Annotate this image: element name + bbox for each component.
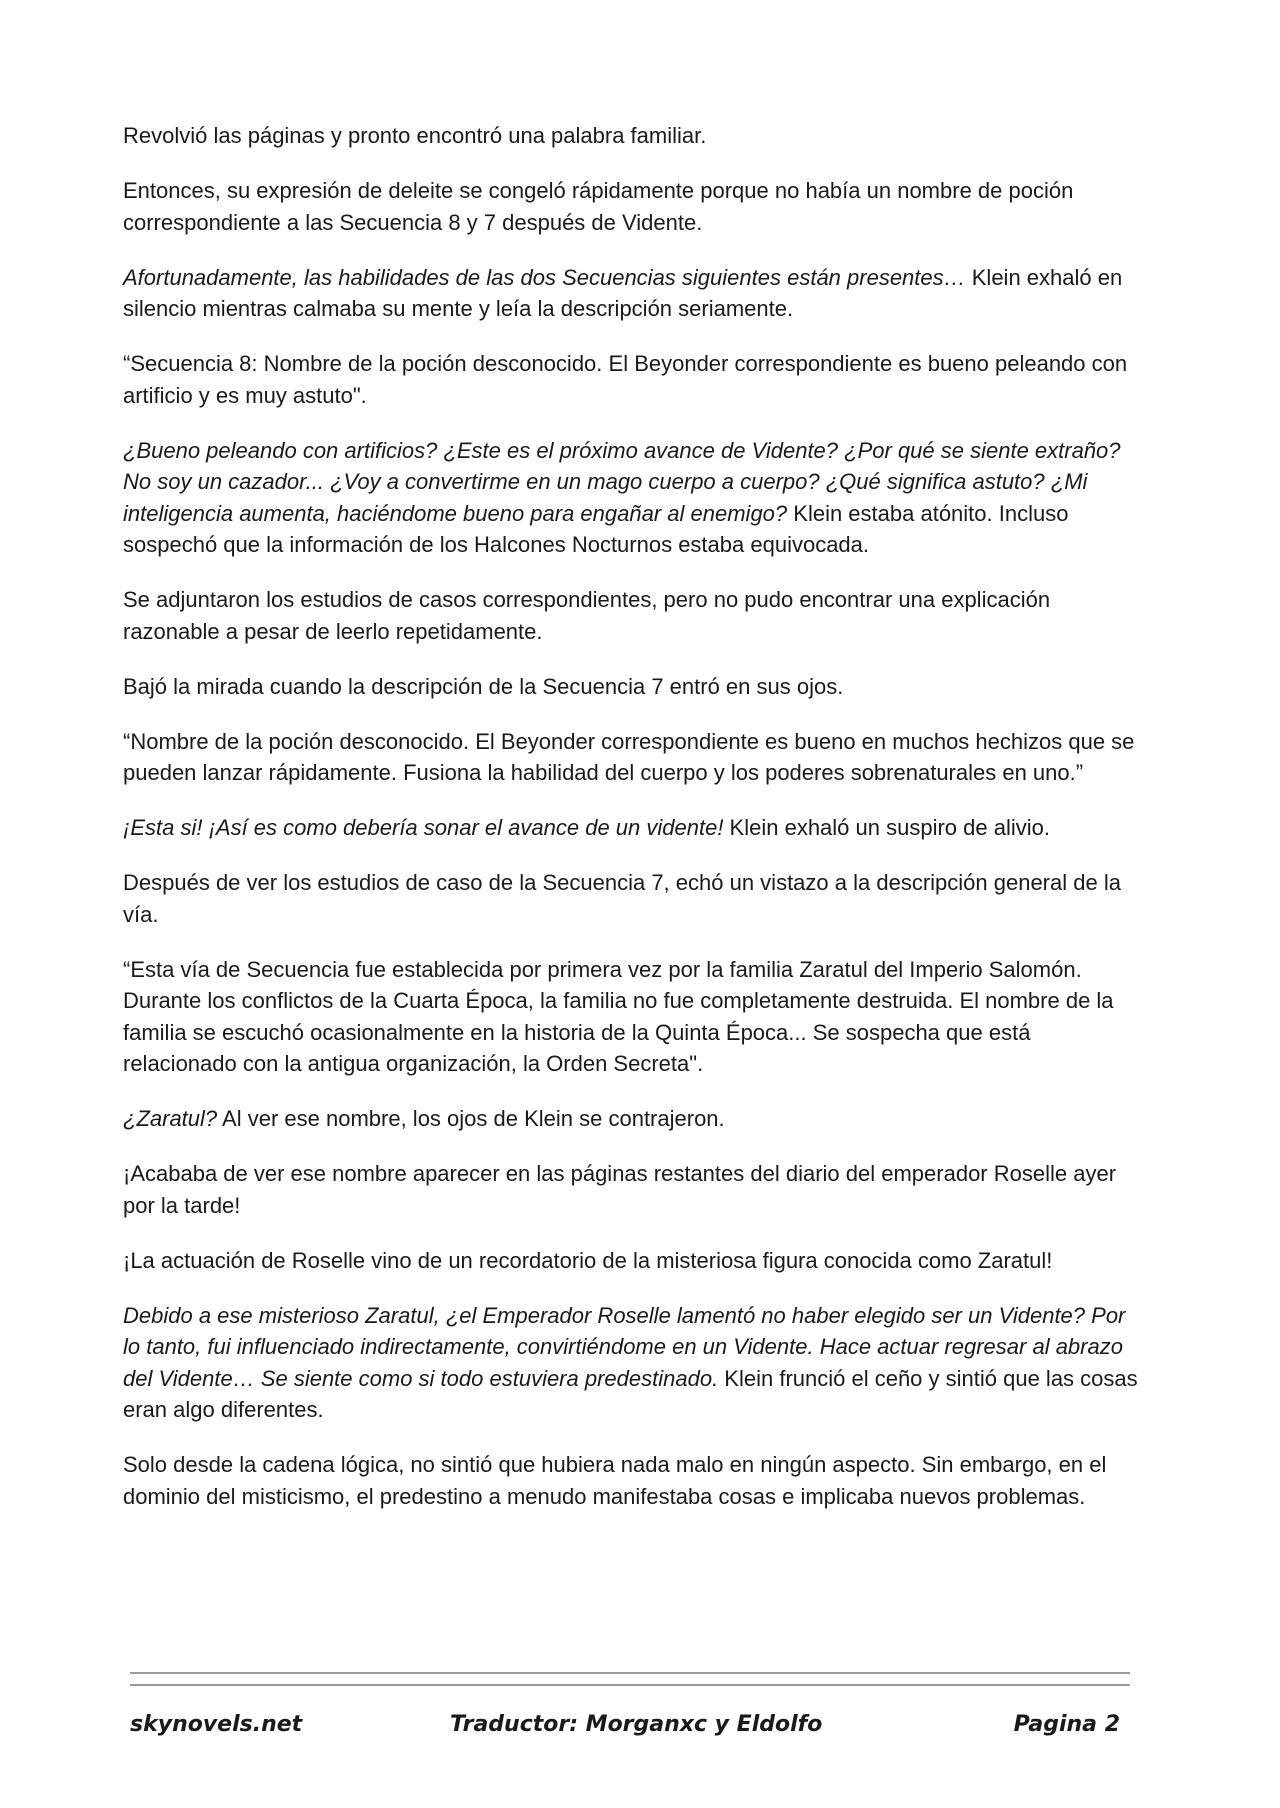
text-run: Después de ver los estudios de caso de la Secuencia 7, echó un vistazo a la descripción general de la vía. bbox=[123, 870, 1121, 927]
footer-translator: Traductor: Morganxc y Eldolfo bbox=[450, 1712, 823, 1737]
paragraph bbox=[123, 1449, 1143, 1512]
footer-page-number: Pagina 2 bbox=[1013, 1712, 1120, 1737]
paragraph bbox=[123, 175, 1143, 238]
paragraph bbox=[123, 1158, 1143, 1221]
paragraph bbox=[123, 348, 1143, 411]
paragraph bbox=[123, 1300, 1143, 1426]
paragraph bbox=[123, 120, 1143, 152]
text-run: “Nombre de la poción desconocido. El Beyonder correspondiente es bueno en muchos hechizos que se pueden lanzar rápidamente. Fusiona la habilidad del cuerpo y los poderes sobrenaturales en uno.” bbox=[123, 728, 1135, 785]
paragraph bbox=[123, 1245, 1143, 1277]
paragraph bbox=[123, 726, 1143, 789]
page-footer bbox=[130, 1712, 1130, 1752]
paragraph bbox=[123, 671, 1143, 703]
text-run: Solo desde la cadena lógica, no sintió que hubiera nada malo en ningún aspecto. Sin embargo, en el dominio del misticismo, el predestino a menudo manifestaba cosas e implicaba nuevos problemas. bbox=[123, 1452, 1107, 1509]
italic-text-run: ¿Bueno peleando con artificios? ¿Este es el próximo avance de Vidente? ¿Por qué se siente extraño? No soy un cazador... ¿Voy a convertirme en un mago cuerpo a cuerpo? ¿Qué significa astuto? ¿Mi inteligencia aumenta, haciéndome bueno para engañar al enemigo? bbox=[123, 437, 1121, 526]
italic-text-run: Afortunadamente, las habilidades de las dos Secuencias siguientes están presentes… bbox=[123, 264, 966, 290]
paragraph bbox=[123, 584, 1143, 647]
text-run: Bajó la mirada cuando la descripción de la Secuencia 7 entró en sus ojos. bbox=[123, 673, 844, 699]
paragraph bbox=[123, 262, 1143, 325]
italic-text-run: Debido a ese misterioso Zaratul, ¿el Emperador Roselle lamentó no haber elegido ser un Vidente? Por lo tanto, fui influenciado indirectamente, convirtiéndome en un Vidente. Hace actuar regresar al abrazo del Vidente… Se siente como si todo estuviera predestinado. bbox=[123, 1302, 1126, 1391]
text-run: Klein frunció el ceño y sintió que las cosas eran algo diferentes. bbox=[123, 1365, 1138, 1422]
paragraph bbox=[123, 435, 1143, 561]
text-run: ¡Acababa de ver ese nombre aparecer en las páginas restantes del diario del emperador Roselle ayer por la tarde! bbox=[123, 1161, 1117, 1218]
paragraph bbox=[123, 1103, 1143, 1135]
text-run: Klein estaba atónito. Incluso sospechó que la información de los Halcones Nocturnos estaba equivocada. bbox=[123, 500, 1069, 557]
italic-text-run: ¡Esta si! ¡Así es como debería sonar el avance de un vidente! bbox=[123, 815, 724, 840]
text-run: Klein exhaló un suspiro de alivio. bbox=[723, 815, 1050, 840]
text-run: Al ver ese nombre, los ojos de Klein se contrajeron. bbox=[217, 1106, 725, 1131]
paragraph bbox=[123, 812, 1143, 844]
paragraph bbox=[123, 867, 1143, 930]
text-run: ¡La actuación de Roselle vino de un recordatorio de la misteriosa figura conocida como Zaratul! bbox=[123, 1247, 1053, 1273]
text-run: Se adjuntaron los estudios de casos correspondientes, pero no pudo encontrar una explicación razonable a pesar de leerlo repetidamente. bbox=[123, 587, 1051, 644]
footer-rule-bottom bbox=[130, 1684, 1130, 1686]
text-run: “Esta vía de Secuencia fue establecida por primera vez por la familia Zaratul del Imperio Salomón. Durante los conflictos de la Cuarta Época, la familia no fue completamente destruida. El nombre de la familia se escuchó ocasionalmente en la historia de la Quinta Época... Se sospecha que está relacionado con la antigua organización, la Orden Secreta". bbox=[123, 956, 1114, 1076]
text-run: Entonces, su expresión de deleite se congeló rápidamente porque no había un nombre de poción correspondiente a las Secuencia 8 y 7 después de Vidente. bbox=[123, 178, 1074, 235]
text-run: “Secuencia 8: Nombre de la poción desconocido. El Beyonder correspondiente es bueno peleando con artificio y es muy astuto". bbox=[123, 351, 1128, 408]
footer-rule-top bbox=[130, 1672, 1130, 1674]
text-run: Klein exhaló en silencio mientras calmaba su mente y leía la descripción seriamente. bbox=[123, 264, 1123, 321]
document-body bbox=[123, 120, 1143, 1536]
italic-text-run: ¿Zaratul? bbox=[123, 1106, 218, 1131]
paragraph bbox=[123, 954, 1143, 1080]
footer-site: skynovels.net bbox=[130, 1712, 303, 1737]
text-run: Revolvió las páginas y pronto encontró una palabra familiar. bbox=[123, 123, 707, 148]
